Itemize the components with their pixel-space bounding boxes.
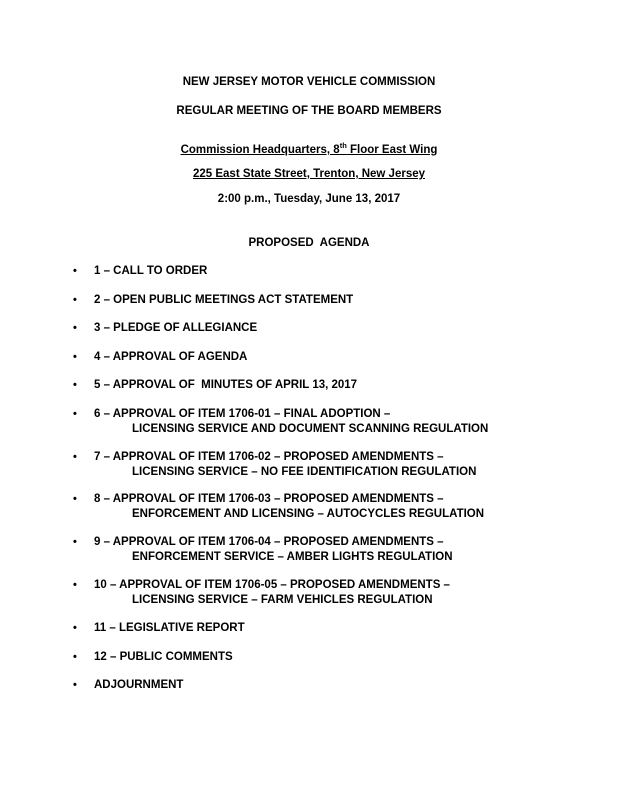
agenda-item-continuation: ENFORCEMENT SERVICE – AMBER LIGHTS REGULATION — [132, 551, 453, 563]
agenda-heading: PROPOSED AGENDA — [248, 237, 370, 249]
document-subtitle: REGULAR MEETING OF THE BOARD MEMBERS — [176, 105, 442, 117]
bullet-icon: • — [73, 622, 77, 634]
agenda-item-continuation: ENFORCEMENT AND LICENSING – AUTOCYCLES REGULATION — [132, 508, 485, 520]
document-title: NEW JERSEY MOTOR VEHICLE COMMISSION — [182, 76, 436, 88]
location-suffix: Floor East Wing — [346, 144, 438, 156]
location-prefix: Commission Headquarters, 8 — [180, 144, 340, 156]
location-superscript: th — [339, 141, 347, 151]
agenda-item-text: 4 – APPROVAL OF AGENDA — [94, 351, 248, 363]
bullet-icon: • — [73, 651, 77, 663]
bullet-icon: • — [73, 322, 77, 334]
agenda-item-continuation: LICENSING SERVICE – FARM VEHICLES REGULATION — [132, 594, 433, 606]
bullet-icon: • — [73, 579, 77, 591]
agenda-item-continuation: LICENSING SERVICE AND DOCUMENT SCANNING REGULATION — [132, 423, 489, 435]
bullet-icon: • — [73, 294, 77, 306]
agenda-item-text: 12 – PUBLIC COMMENTS — [94, 651, 233, 663]
agenda-item-continuation: LICENSING SERVICE – NO FEE IDENTIFICATION REGULATION — [132, 466, 477, 478]
bullet-icon: • — [73, 408, 77, 420]
bullet-icon: • — [73, 679, 77, 691]
bullet-icon: • — [73, 451, 77, 463]
agenda-item-text: 1 – CALL TO ORDER — [94, 265, 208, 277]
bullet-icon: • — [73, 265, 77, 277]
agenda-item-text: 11 – LEGISLATIVE REPORT — [94, 622, 245, 634]
agenda-item-text: 3 – PLEDGE OF ALLEGIANCE — [94, 322, 258, 334]
agenda-item-text: 10 – APPROVAL OF ITEM 1706-05 – PROPOSED AMENDMENTS – — [94, 579, 450, 591]
meeting-datetime: 2:00 p.m., Tuesday, June 13, 2017 — [217, 193, 401, 205]
bullet-icon: • — [73, 536, 77, 548]
agenda-item-text: 8 – APPROVAL OF ITEM 1706-03 – PROPOSED AMENDMENTS – — [94, 493, 444, 505]
agenda-item-text: ADJOURNMENT — [94, 679, 184, 691]
agenda-item-text: 5 – APPROVAL OF MINUTES OF APRIL 13, 2017 — [94, 379, 358, 391]
bullet-icon: • — [73, 351, 77, 363]
agenda-item-text: 9 – APPROVAL OF ITEM 1706-04 – PROPOSED AMENDMENTS – — [94, 536, 444, 548]
bullet-icon: • — [73, 379, 77, 391]
meeting-address: 225 East State Street, Trenton, New Jersey — [192, 168, 426, 180]
agenda-item-text: 7 – APPROVAL OF ITEM 1706-02 – PROPOSED AMENDMENTS – — [94, 451, 444, 463]
bullet-icon: • — [73, 493, 77, 505]
agenda-item-text: 2 – OPEN PUBLIC MEETINGS ACT STATEMENT — [94, 294, 354, 306]
agenda-item-text: 6 – APPROVAL OF ITEM 1706-01 – FINAL ADOPTION – — [94, 408, 391, 420]
